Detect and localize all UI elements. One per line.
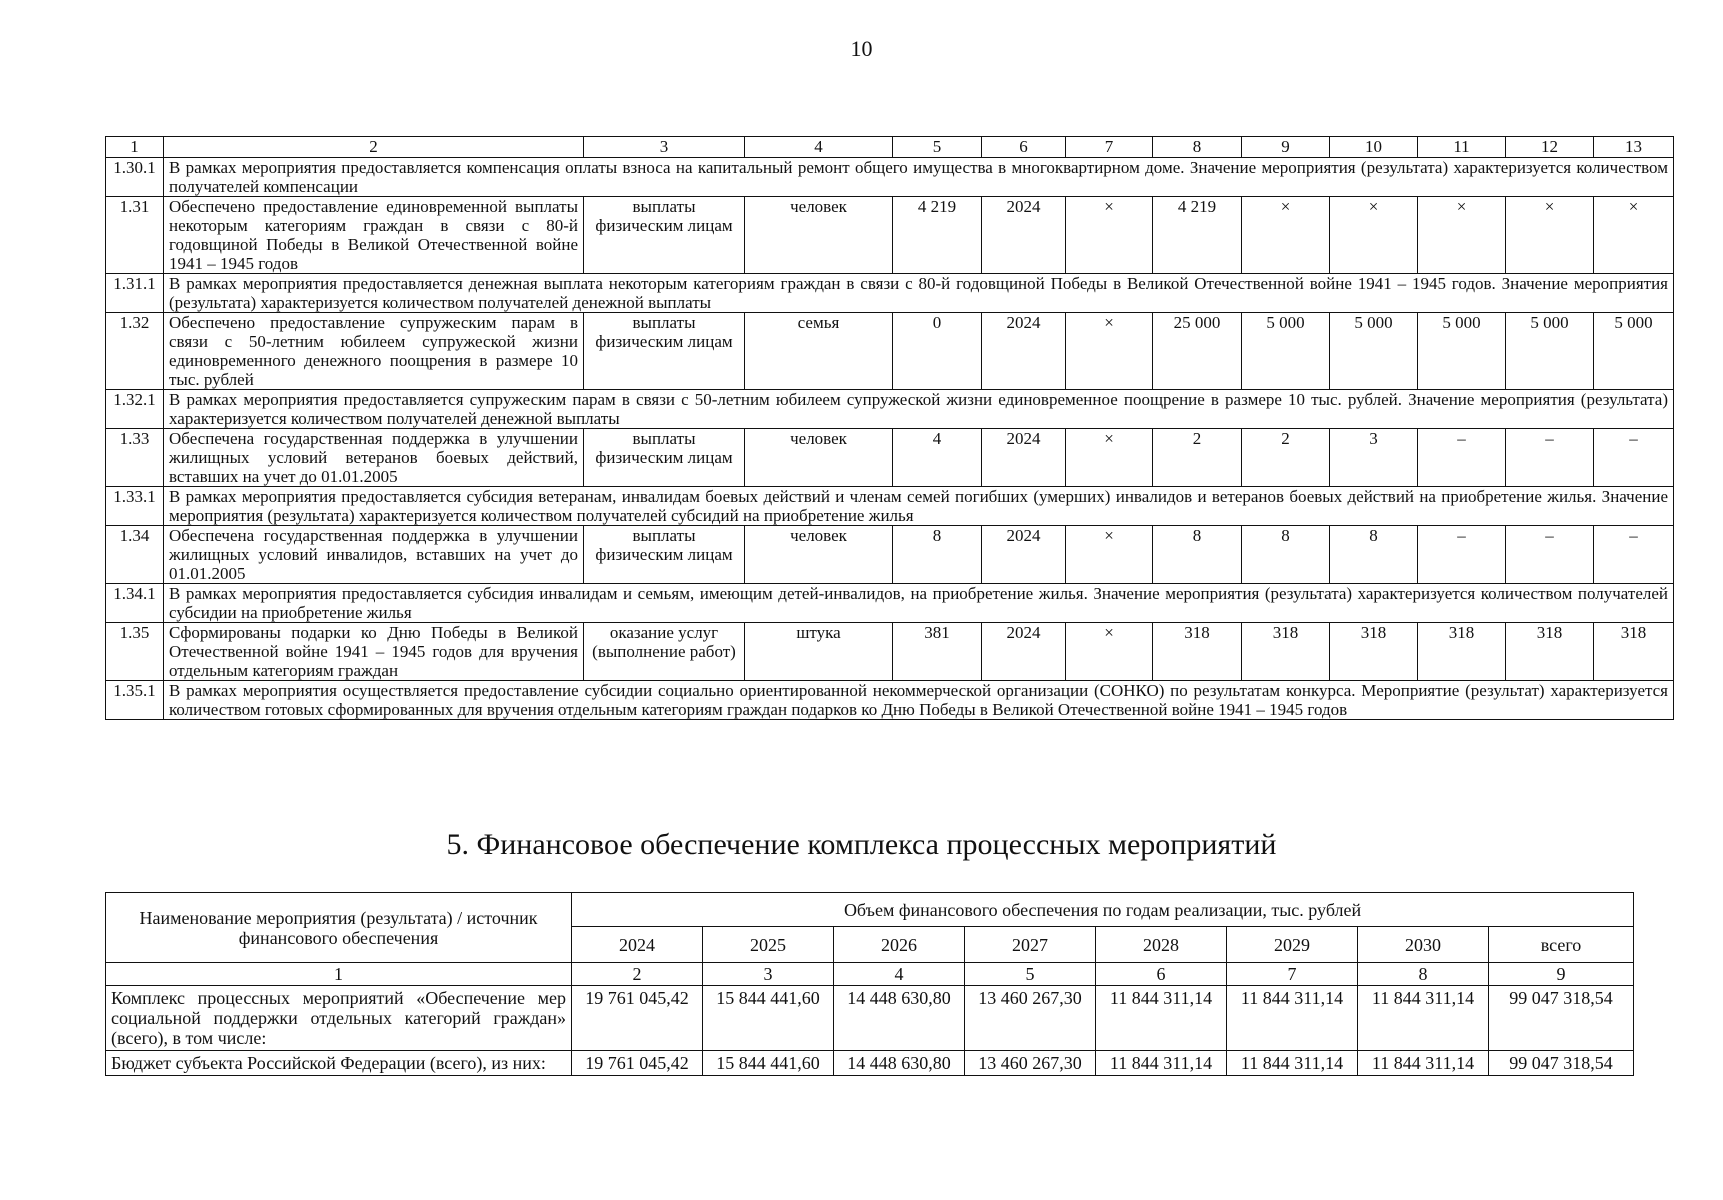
- col-number: 1: [106, 137, 164, 158]
- value-2024: ×: [1066, 526, 1153, 584]
- financing-value: 11 844 311,14: [1358, 986, 1489, 1051]
- col-number: 10: [1330, 137, 1418, 158]
- row-number: 1.33: [106, 429, 164, 487]
- result-type: выплаты физическим лицам: [584, 313, 745, 390]
- base-year: 2024: [982, 623, 1066, 681]
- result-row: [106, 623, 1674, 681]
- col-number: 8: [1153, 137, 1242, 158]
- financing-head-row: [106, 893, 1634, 927]
- result-row: [106, 526, 1674, 584]
- result-type: оказание услуг (выполнение работ): [584, 623, 745, 681]
- result-description-row: [106, 158, 1674, 197]
- financing-table: [105, 892, 1634, 1076]
- value-2026: 8: [1242, 526, 1330, 584]
- results-table: [105, 136, 1674, 720]
- financing-value: 13 460 267,30: [965, 1051, 1096, 1076]
- financing-value: 11 844 311,14: [1227, 1051, 1358, 1076]
- unit: человек: [745, 526, 893, 584]
- row-number: 1.35: [106, 623, 164, 681]
- result-description-row: [106, 390, 1674, 429]
- value-2024: ×: [1066, 197, 1153, 274]
- col-number: 5: [965, 963, 1096, 986]
- col-number: 9: [1489, 963, 1634, 986]
- financing-row-name: Бюджет субъекта Российской Федерации (всего), из них:: [106, 1051, 572, 1076]
- col-number: 6: [1096, 963, 1227, 986]
- result-type: выплаты физическим лицам: [584, 197, 745, 274]
- result-description: В рамках мероприятия осуществляется предоставление субсидии социально ориентированной некоммерческой организации (СОНКО) по результатам конкурса. Мероприятие (результат) характеризуется количеством готовых сформированных для вручения отдельным категориям граждан подарков ко Дню Победы в Великой Отечественной войне 1941 – 1945 годов: [164, 681, 1674, 720]
- value-2028: 318: [1418, 623, 1506, 681]
- value-2027: 8: [1330, 526, 1418, 584]
- col-number: 4: [834, 963, 965, 986]
- value-2024: ×: [1066, 313, 1153, 390]
- result-name: Обеспечено предоставление единовременной выплаты некоторым категориям граждан в связи с 80-й годовщиной Победы в Великой Отечественной войне 1941 – 1945 годов: [164, 197, 584, 274]
- financing-row: [106, 1051, 1634, 1076]
- financing-value: 15 844 441,60: [703, 986, 834, 1051]
- value-2030: ×: [1594, 197, 1674, 274]
- base-value: 8: [893, 526, 982, 584]
- row-number: 1.31.1: [106, 274, 164, 313]
- base-year: 2024: [982, 197, 1066, 274]
- value-2029: –: [1506, 429, 1594, 487]
- col-number: 2: [572, 963, 703, 986]
- col-number: 2: [164, 137, 584, 158]
- financing-row: [106, 986, 1634, 1051]
- result-name: Обеспечено предоставление супружеским парам в связи с 50-летним юбилеем супружеской жизни единовременного денежного поощрения в размере 10 тыс. рублей: [164, 313, 584, 390]
- year-header: 2026: [834, 927, 965, 963]
- row-number: 1.30.1: [106, 158, 164, 197]
- value-2029: 5 000: [1506, 313, 1594, 390]
- value-2029: 318: [1506, 623, 1594, 681]
- value-2030: 318: [1594, 623, 1674, 681]
- year-header: 2024: [572, 927, 703, 963]
- result-description-row: [106, 681, 1674, 720]
- base-value: 381: [893, 623, 982, 681]
- value-2025: 4 219: [1153, 197, 1242, 274]
- result-name: Сформированы подарки ко Дню Победы в Великой Отечественной войне 1941 – 1945 годов для вручения отдельным категориям граждан: [164, 623, 584, 681]
- col-number: 3: [584, 137, 745, 158]
- financing-total: 99 047 318,54: [1489, 1051, 1634, 1076]
- result-description-row: [106, 274, 1674, 313]
- value-2024: ×: [1066, 623, 1153, 681]
- value-2026: ×: [1242, 197, 1330, 274]
- value-2028: –: [1418, 429, 1506, 487]
- value-2025: 8: [1153, 526, 1242, 584]
- col-number: 9: [1242, 137, 1330, 158]
- year-header: 2025: [703, 927, 834, 963]
- financing-head-name: Наименование мероприятия (результата) / источник финансового обеспечения: [106, 893, 572, 963]
- column-number-row: [106, 137, 1674, 158]
- result-name: Обеспечена государственная поддержка в улучшении жилищных условий инвалидов, вставших на учет до 01.01.2005: [164, 526, 584, 584]
- financing-value: 15 844 441,60: [703, 1051, 834, 1076]
- financing-value: 11 844 311,14: [1358, 1051, 1489, 1076]
- year-header: 2029: [1227, 927, 1358, 963]
- value-2028: –: [1418, 526, 1506, 584]
- financing-value: 14 448 630,80: [834, 986, 965, 1051]
- results-table-body: [106, 137, 1674, 720]
- value-2027: 3: [1330, 429, 1418, 487]
- financing-total: 99 047 318,54: [1489, 986, 1634, 1051]
- result-description: В рамках мероприятия предоставляется субсидия ветеранам, инвалидам боевых действий и членам семей погибших (умерших) инвалидов и ветеранов боевых действий на приобретение жилья. Значение мероприятия (результата) характеризуется количеством получателей субсидий на приобретение жилья: [164, 487, 1674, 526]
- result-description-row: [106, 487, 1674, 526]
- financing-colnum-row: [106, 963, 1634, 986]
- year-header: 2027: [965, 927, 1096, 963]
- base-value: 0: [893, 313, 982, 390]
- result-description-row: [106, 584, 1674, 623]
- value-2026: 318: [1242, 623, 1330, 681]
- result-row: [106, 313, 1674, 390]
- row-number: 1.35.1: [106, 681, 164, 720]
- result-description: В рамках мероприятия предоставляется компенсация оплаты взноса на капитальный ремонт общего имущества в многоквартирном доме. Значение мероприятия (результата) характеризуется количеством получателей компенсации: [164, 158, 1674, 197]
- result-row: [106, 429, 1674, 487]
- value-2028: ×: [1418, 197, 1506, 274]
- result-row: [106, 197, 1674, 274]
- base-value: 4: [893, 429, 982, 487]
- value-2029: –: [1506, 526, 1594, 584]
- value-2027: 318: [1330, 623, 1418, 681]
- financing-row-name: Комплекс процессных мероприятий «Обеспечение мер социальной поддержки отдельных категорий граждан» (всего), в том числе:: [106, 986, 572, 1051]
- unit: человек: [745, 429, 893, 487]
- value-2030: –: [1594, 526, 1674, 584]
- year-header: 2028: [1096, 927, 1227, 963]
- value-2029: ×: [1506, 197, 1594, 274]
- value-2026: 2: [1242, 429, 1330, 487]
- col-number: 12: [1506, 137, 1594, 158]
- result-description: В рамках мероприятия предоставляется субсидия инвалидам и семьям, имеющим детей-инвалидов, на приобретение жилья. Значение мероприятия (результата) характеризуется количеством получателей субсидии на приобретение жилья: [164, 584, 1674, 623]
- base-year: 2024: [982, 526, 1066, 584]
- col-number: 8: [1358, 963, 1489, 986]
- financing-value: 19 761 045,42: [572, 1051, 703, 1076]
- value-2025: 25 000: [1153, 313, 1242, 390]
- col-number: 3: [703, 963, 834, 986]
- financing-value: 11 844 311,14: [1096, 1051, 1227, 1076]
- value-2027: 5 000: [1330, 313, 1418, 390]
- value-2028: 5 000: [1418, 313, 1506, 390]
- unit: семья: [745, 313, 893, 390]
- value-2027: ×: [1330, 197, 1418, 274]
- col-number: 7: [1066, 137, 1153, 158]
- total-header: всего: [1489, 927, 1634, 963]
- financing-value: 14 448 630,80: [834, 1051, 965, 1076]
- value-2030: 5 000: [1594, 313, 1674, 390]
- row-number: 1.34: [106, 526, 164, 584]
- row-number: 1.31: [106, 197, 164, 274]
- financing-value: 11 844 311,14: [1096, 986, 1227, 1051]
- value-2025: 2: [1153, 429, 1242, 487]
- financing-value: 13 460 267,30: [965, 986, 1096, 1051]
- result-type: выплаты физическим лицам: [584, 429, 745, 487]
- col-number: 5: [893, 137, 982, 158]
- base-value: 4 219: [893, 197, 982, 274]
- base-year: 2024: [982, 313, 1066, 390]
- value-2024: ×: [1066, 429, 1153, 487]
- result-description: В рамках мероприятия предоставляется супружеским парам в связи с 50-летним юбилеем супружеской жизни единовременное поощрение в размере 10 тыс. рублей. Значение мероприятия (результата) характеризуется количеством получателей денежной выплаты: [164, 390, 1674, 429]
- financing-head-group: Объем финансового обеспечения по годам реализации, тыс. рублей: [572, 893, 1634, 927]
- value-2026: 5 000: [1242, 313, 1330, 390]
- value-2025: 318: [1153, 623, 1242, 681]
- page-number: 10: [850, 36, 873, 61]
- result-description: В рамках мероприятия предоставляется денежная выплата некоторым категориям граждан в связи с 80-й годовщиной Победы в Великой Отечественной войне 1941 – 1945 годов. Значение мероприятия (результата) характеризуется количеством получателей денежной выплаты: [164, 274, 1674, 313]
- base-year: 2024: [982, 429, 1066, 487]
- result-name: Обеспечена государственная поддержка в улучшении жилищных условий ветеранов боевых действий, вставших на учет до 01.01.2005: [164, 429, 584, 487]
- col-number: 6: [982, 137, 1066, 158]
- value-2030: –: [1594, 429, 1674, 487]
- col-number: 13: [1594, 137, 1674, 158]
- year-header: 2030: [1358, 927, 1489, 963]
- section-title: 5. Финансовое обеспечение комплекса процессных мероприятий: [446, 828, 1277, 861]
- col-number: 11: [1418, 137, 1506, 158]
- unit: штука: [745, 623, 893, 681]
- row-number: 1.32.1: [106, 390, 164, 429]
- col-number: 7: [1227, 963, 1358, 986]
- unit: человек: [745, 197, 893, 274]
- row-number: 1.32: [106, 313, 164, 390]
- row-number: 1.33.1: [106, 487, 164, 526]
- financing-value: 19 761 045,42: [572, 986, 703, 1051]
- financing-value: 11 844 311,14: [1227, 986, 1358, 1051]
- col-number: 4: [745, 137, 893, 158]
- col-number: 1: [106, 963, 572, 986]
- row-number: 1.34.1: [106, 584, 164, 623]
- result-type: выплаты физическим лицам: [584, 526, 745, 584]
